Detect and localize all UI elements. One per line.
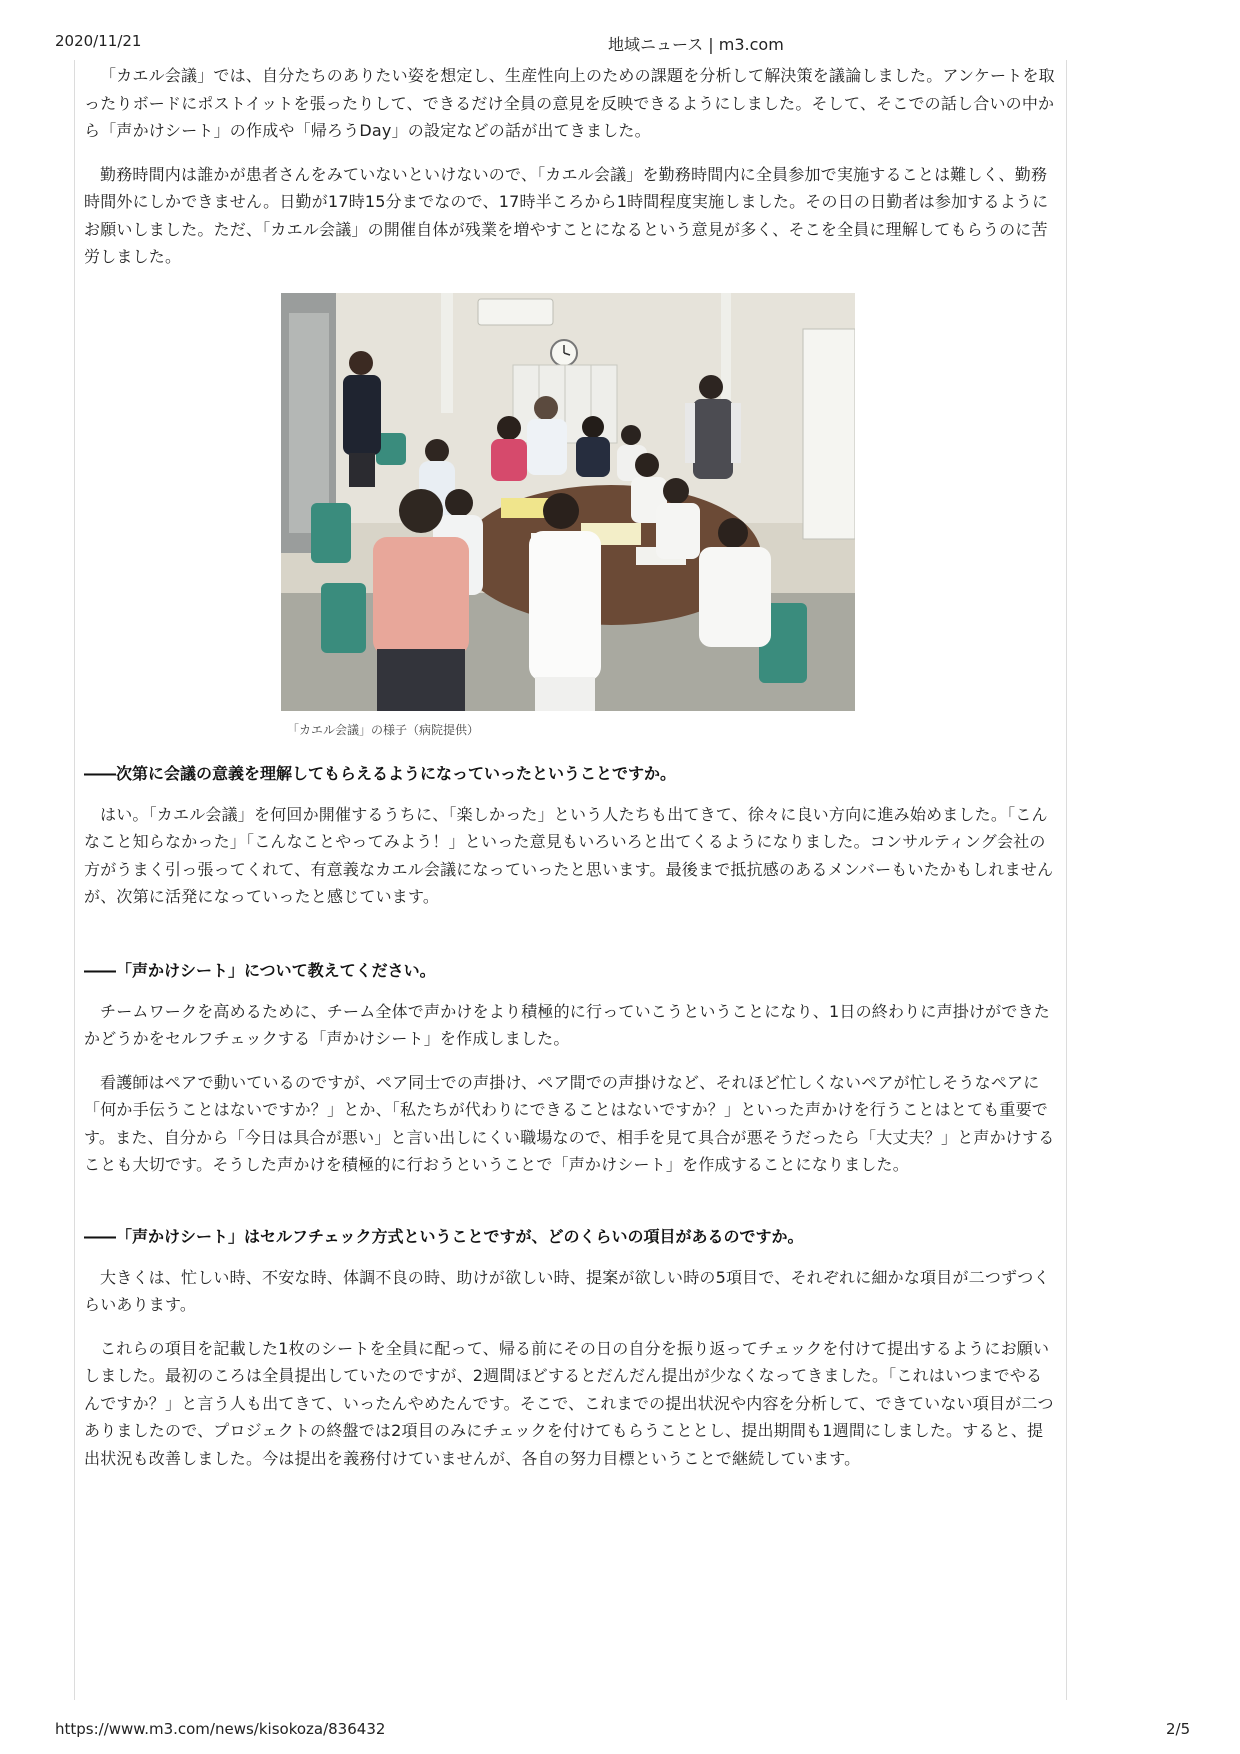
print-date: 2020/11/21 — [55, 32, 142, 50]
photo-caption: 「カエル会議」の様子（病院提供） — [287, 722, 480, 737]
article-body — [84, 62, 1056, 1472]
article-figure — [281, 293, 855, 738]
paragraph: 勤務時間内は誰かが患者さんをみていないといけないので、「カエル会議」を勤務時間内に全員参加で実施することは難しく、勤務時間外にしかできません。日勤が17時15分までなので、17時半ころから1時間程度実施しました。その日の日勤者は参加するようにお願いしました。ただ、「カエル会議」の開催自体が残業を増やすことになるという意見が多く、そこを全員に理解してもらうのに苦労しました。 — [84, 164, 1049, 266]
right-border — [1066, 60, 1067, 1700]
paragraph: 看護師はペアで動いているのですが、ペア同士での声掛け、ペア間での声掛けなど、それほど忙しくないペアが忙しそうなペアに「何か手伝うことはないですか？」とか、「私たちが代わりにできることはないですか？」といった声かけを行うことはとても重要です。また、自分から「今日は具合が悪い」と言い出しにくい職場なので、相手を見て具合が悪そうだったら「大丈夫？」と声かけすることも大切です。そうした声かけを積極的に行おうということで「声かけシート」を作成することになりました。 — [84, 1072, 1055, 1174]
left-border — [74, 60, 75, 1700]
page-number: 2/5 — [1166, 1720, 1191, 1738]
page-title: 地域ニュース | m3.com — [608, 35, 784, 54]
interview-question: ――「声かけシート」について教えてください。 — [84, 960, 436, 980]
paragraph: 「カエル会議」では、自分たちのありたい姿を想定し、生産性向上のための課題を分析して解決策を議論しました。アンケートを取ったりボードにポストイットを張ったりして、できるだけ全員の意見を反映できるようにしました。そして、そこでの話し合いの中から「声かけシート」の作成や「帰ろうDay」の設定などの話が出てきました。 — [84, 66, 1055, 140]
interview-question: ――次第に会議の意義を理解してもらえるようになっていったということですか。 — [84, 763, 677, 783]
paragraph: チームワークを高めるために、チーム全体で声かけをより積極的に行っていこうということになり、1日の終わりに声掛けができたかどうかをセルフチェックする「声かけシート」を作成しました。 — [84, 1001, 1050, 1048]
paragraph: はい。「カエル会議」を何回か開催するうちに、「楽しかった」という人たちも出てきて、徐々に良い方向に進み始めました。「こんなこと知らなかった」「こんなことやってみよう！」といった意見もいろいろと出てくるようになりました。コンサルティング会社の方がうまく引っ張ってくれて、有意義なカエル会議になっていったと思います。最後まで抵抗感のあるメンバーもいたかもしれませんが、次第に活発になっていったと感じています。 — [84, 804, 1054, 906]
paragraph: これらの項目を記載した1枚のシートを全員に配って、帰る前にその日の自分を振り返ってチェックを付けて提出するようにお願いしました。最初のころは全員提出していたのですが、2週間ほどするとだんだん提出が少なくなってきました。「これはいつまでやるんですか？」と言う人も出てきて、いったんやめたんです。そこで、これまでの提出状況や内容を分析して、できていない項目が二つありましたので、プロジェクトの終盤では2項目のみにチェックを付けてもらうこととし、提出期間も1週間にしました。すると、提出状況も改善しました。今は提出を義務付けていませんが、各自の努力目標ということで継続しています。 — [84, 1338, 1054, 1468]
interview-question: ――「声かけシート」はセルフチェック方式ということですが、どのくらいの項目があるのですか。 — [84, 1226, 804, 1246]
meeting-photo — [281, 293, 855, 711]
footer-url: https://www.m3.com/news/kisokoza/836432 — [55, 1720, 386, 1738]
paragraph: 大きくは、忙しい時、不安な時、体調不良の時、助けが欲しい時、提案が欲しい時の5項目で、それぞれに細かな項目が二つずつくらいあります。 — [84, 1267, 1050, 1314]
